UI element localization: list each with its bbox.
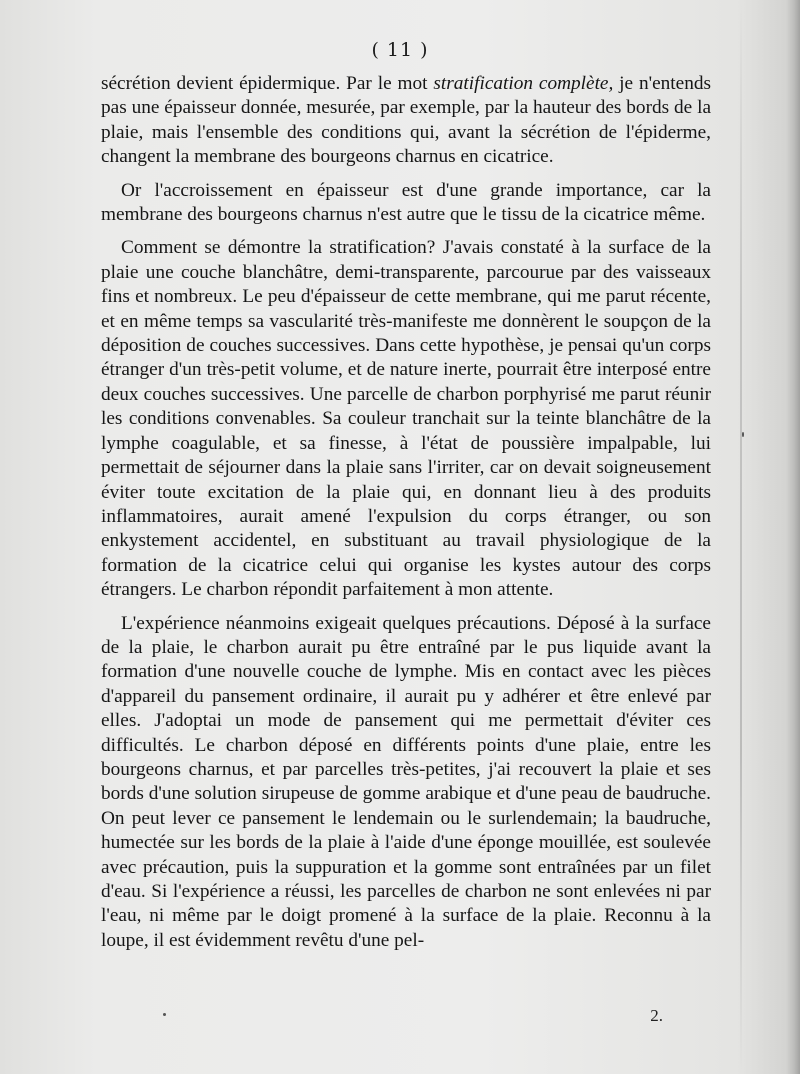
paragraph-1-part-b: je n'entends pas une épaisseur donnée, mesurée, par exemple, par la hauteur des bords de la plaie, mais l'ensemble des conditions qui, avant la sécrétion de l'épiderme, changent la membrane des bourgeons charnus en cicatrice. (101, 73, 711, 168)
paragraph-4: L'expérience néanmoins exigeait quelques précautions. Déposé à la surface de la plaie, le charbon aurait pu être entraîné par le pus liquide avant la formation d'une nouvelle couche de lymphe. Mis en contact avec les pièces d'appareil du pansement ordinaire, il aurait pu y adhérer et être enlevé par elles. J'adoptai un mode de pansement qui me permettait d'éviter ces difficultés. Le charbon déposé en différents points d'une plaie, entre les bourgeons charnus, et par parcelles très-petites, j'ai recouvert la plaie et ses bords d'une solution sirupeuse de gomme arabique et d'une peau de baudruche. On peut lever ce pansement le lendemain ou le surlendemain; la baudruche, humectée sur les bords de la plaie à l'aide d'une éponge mouillée, est soulevée avec précaution, puis la suppuration et la gomme sont entraînées par un filet d'eau. Si l'expérience a réussi, les parcelles de charbon ne sont enlevées ni par l'eau, ni même par le doigt promené à la surface de la plaie. Reconnu à la loupe, il est évidemment revêtu d'une pel- (101, 612, 711, 951)
paragraph-3: Comment se démontre la stratification? J'avais constaté à la surface de la plaie une couche blanchâtre, demi-transparente, parcourue par des vaisseaux fins et nombreux. Le peu d'épaisseur de cette membrane, qui me parut récente, et en même temps sa vascularité très-manifeste me donnèrent le soupçon de la déposition de couches successives. Dans cette hypothèse, je pensai qu'un corps étranger d'un très-petit volume, et de nature inerte, pourrait être interposé entre deux couches successives. Une parcelle de charbon porphyrisé me parut réunir les conditions convenables. Sa couleur tranchait sur la teinte blanchâtre de la lymphe coagulable, et sa finesse, à l'état de poussière impalpable, lui permettait de séjourner dans la plaie sans l'irriter, car on devait soigneusement éviter toute excitation de la plaie qui, en donnant lieu à des produits inflammatoires, aurait amené l'expulsion du corps étranger, ou son enkystement accidentel, en substituant au travail physiologique de la formation de la cicatrice celui qui organise les kystes autour des corps étrangers. Le charbon répondit parfaitement à mon attente. (101, 237, 711, 601)
page-fold-shadow (740, 0, 742, 1074)
paragraph-1-emphasis: stratification complète, (433, 73, 614, 94)
ink-speck (742, 432, 744, 437)
paragraph-1 (101, 72, 711, 170)
ink-speck (163, 1013, 166, 1016)
paragraph-2: Or l'accroissement en épaisseur est d'une grande importance, car la membrane des bourgeons charnus n'est autre que le tissu de la cicatrice même. (101, 179, 711, 226)
page-number: ( 11 ) (371, 39, 429, 61)
page-edge-shadow (786, 0, 800, 1074)
paragraph-1-part-a: sécrétion devient épidermique. Par le mot (101, 73, 434, 94)
signature-mark: 2. (650, 1006, 663, 1025)
body-text (101, 72, 711, 962)
